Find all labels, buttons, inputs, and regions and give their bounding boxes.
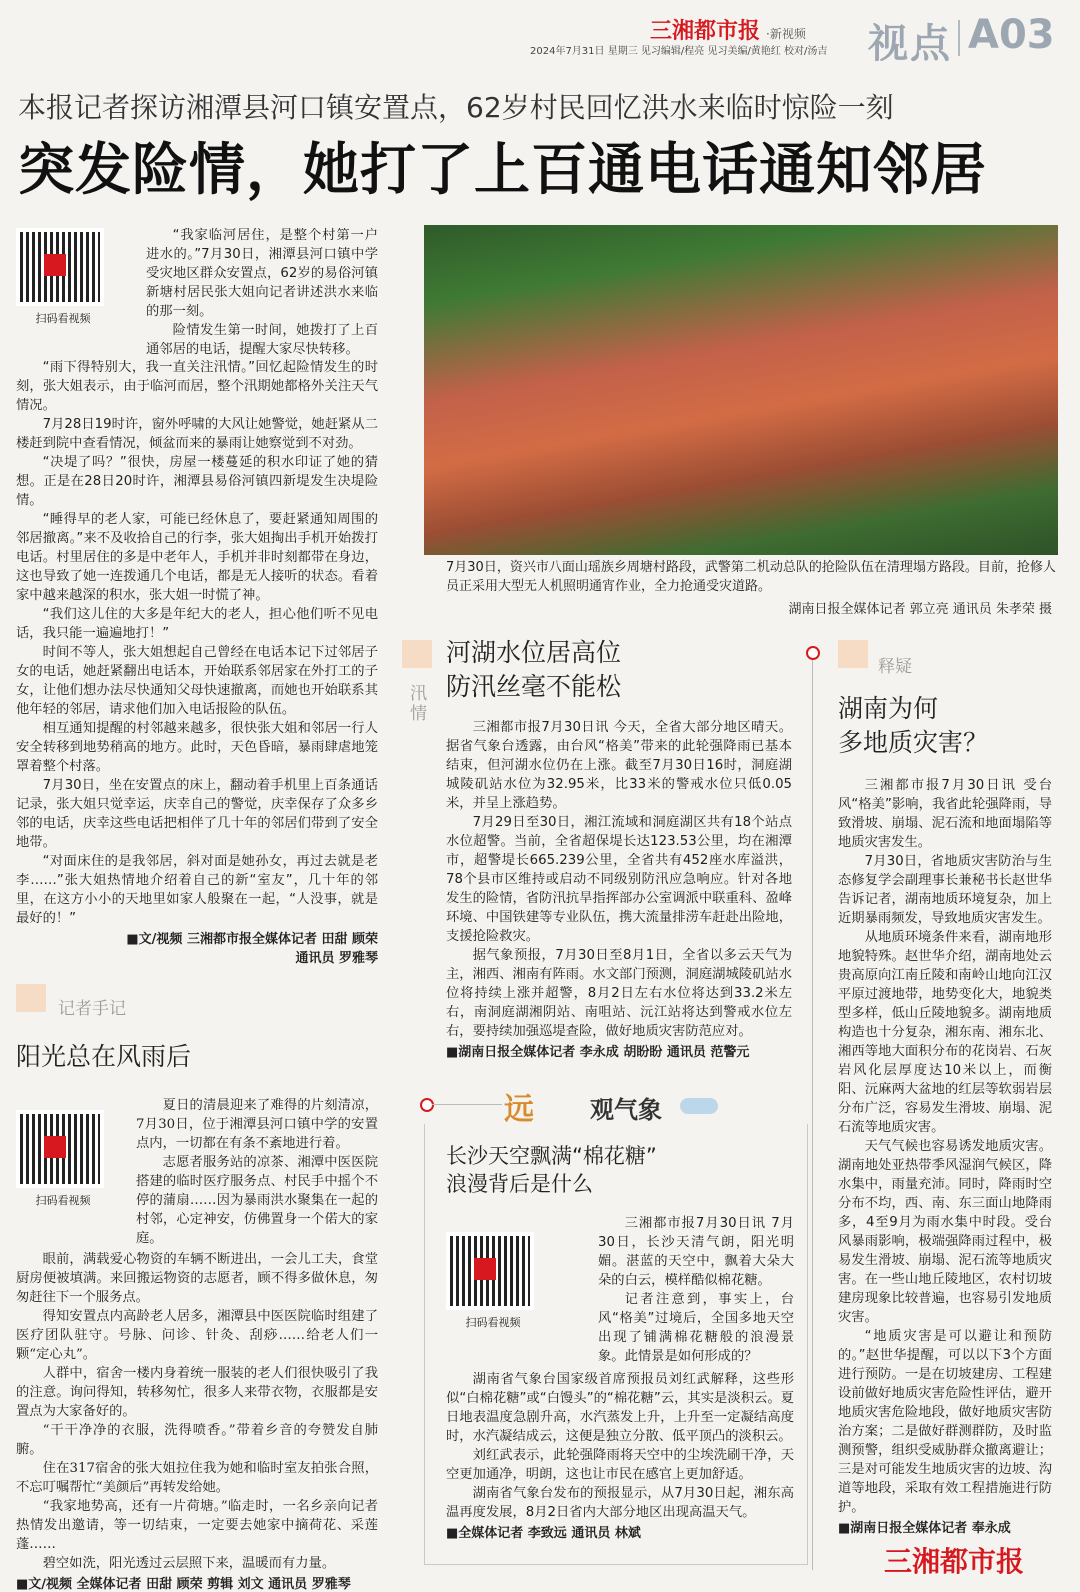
qr-code-icon[interactable] [16,228,104,306]
headline-sub: 本报记者探访湘潭县河口镇安置点，62岁村民回忆洪水来临时惊险一刻 [18,91,894,124]
weather-logo-a: 远 [504,1092,534,1127]
explain-tag-shape [838,640,868,668]
main-p10: 7月30日，坐在安置点的床上，翻动着手机里上百条通话记录，张大姐只觉幸运，庆幸自己的警觉，庆幸保存了众多乡邻的电话，庆幸这些电话把相伴了几十年的邻居们带到了安全地带。 [16,778,378,850]
section-title: 视点 [868,21,952,67]
explain-body [838,776,1052,1536]
flood-credit: ■湖南日报全媒体记者 李永成 胡盼盼 通讯员 范警元 [446,1045,750,1060]
masthead-logo: 三湘都市报 [650,19,761,44]
explain-title-1: 湖南为何 [838,694,939,723]
notes-p3: 眼前，满载爱心物资的车辆不断进出，一会儿工夫，食堂厨房便被填满。来回搬运物资的志愿者，顾不得多做休息，匆匆赶往下一个服务点。 [16,1252,378,1305]
notes-p2: 志愿者服务站的凉茶、湘潭中医医院搭建的临时医疗服务点、村民手中摇个不停的蒲扇……因为暴雨洪水聚集在一起的村邻，心定神安，仿佛置身一个偌大的家庭。 [136,1155,378,1246]
flood-tag-shape [402,640,432,668]
main-credit: ■文/视频 三湘都市报全媒体记者 田甜 顾荣 [126,932,378,947]
main-p4: 7月28日19时许，窗外呼啸的大风让她警觉，她赶紧从二楼赶到院中查看情况，倾盆而来的暴雨让她察觉到不对劲。 [16,417,378,451]
photo-credit: 湖南日报全媒体记者 郭立亮 通讯员 朱孝荣 摄 [788,602,1052,617]
qr-code-icon[interactable] [446,1232,534,1310]
main-credit-2: 通讯员 罗雅琴 [295,951,378,966]
main-p6: “睡得早的老人家，可能已经休息了，要赶紧通知周围的邻居撤离。”来不及收拾自己的行李，张大姐掏出手机开始拨打电话。村里居住的多是中老年人，手机并非时刻都带在身边，这也导致了她一连拨通几个电话，都是无人接听的状态。看着家中越来越深的积水，张大姐一时慌了神。 [16,512,378,603]
explain-label: 释疑 [878,657,912,677]
cloud-icon [680,1098,718,1114]
notes-p8: “我家地势高，还有一片荷塘。”临走时，一名乡亲向记者热情发出邀请，等一切结束，一定要去她家中摘荷花、采莲蓬…… [16,1499,378,1552]
notes-credit: ■文/视频 全媒体记者 田甜 顾荣 剪辑 刘文 通讯员 罗雅琴 [16,1577,351,1592]
qr-block-main[interactable] [16,228,110,326]
main-p9: 相互通知提醒的村邻越来越多，很快张大姐和邻居一行人安全转移到地势稍高的地方。此时，天色昏暗，暴雨肆虐地笼罩着整个村落。 [16,721,378,774]
flood-label: 汛情 [410,684,427,724]
masthead-sub: ·新视频 [766,27,806,41]
divider-dot-icon [806,646,820,660]
qr-label: 扫码看视频 [35,312,91,325]
weather-top [598,1214,794,1366]
weather-p1: 三湘都市报7月30日讯 7月30日，长沙天清气朗，阳光明媚。湛蓝的天空中，飘着大朵大朵的白云，模样酷似棉花糖。 [598,1216,794,1288]
weather-rule [432,1104,502,1105]
flood-p2: 7月29日至30日，湘江流域和洞庭湖区共有18个站点水位超警。当前，全省超保堤长达123.53公里，均在湘潭市，超警堤长665.239公里，全省共有452座水库溢洪，78个县市区维持或启动不同级别防汛应急响应。针对各地发生的险情，省防汛抗旱指挥部办公室调派中联重科、盈峰环境、中国铁建等专业队伍，携大流量排涝车赶赴出险地，支援抢险救灾。 [446,815,792,944]
weather-p5: 湖南省气象台发布的预报显示，从7月30日起，湘东高温再度发展，8月2日省内大部分地区出现高温天气。 [446,1486,794,1520]
weather-credit: ■全媒体记者 李致远 通讯员 林斌 [446,1526,641,1541]
notes-p5: 人群中，宿舍一楼内身着统一服装的老人们很快吸引了我的注意。询问得知，转移匆忙，很多人来带衣物，衣服都是安置点为大家备好的。 [16,1366,378,1419]
column-divider [812,650,813,1570]
weather-body [446,1370,794,1541]
qr-code-icon[interactable] [16,1110,104,1188]
footer-logo: 三湘都市报 [884,1545,1025,1578]
weather-title-1: 长沙天空飘满“棉花糖” [446,1144,657,1168]
notes-label: 记者手记 [58,999,126,1019]
qr-label: 扫码看视频 [465,1316,521,1329]
explain-p2: 7月30日，省地质灾害防治与生态修复学会副理事长兼秘书长赵世华告诉记者，湖南地质环境复杂，加上近期暴雨频发，导致地质灾害发生。 [838,854,1052,926]
flood-p1: 三湘都市报7月30日讯 今天，全省大部分地区晴天。据省气象台透露，由台风“格美”带来的此轮强降雨已基本结束，但河湖水位仍在上涨。截至7月30日16时，洞庭湖城陵矶站水位为32.95米，比33米的警戒水位只低0.05米，并呈上涨趋势。 [446,720,792,811]
notes-p1: 夏日的清晨迎来了难得的片刻清凉，7月30日，位于湘潭县河口镇中学的安置点内，一切都在有条不紊地进行着。 [136,1098,378,1151]
weather-p3: 湖南省气象台国家级首席预报员刘红武解释，这些形似“白棉花糖”或“白馒头”的“棉花糖”云，其实是淡积云。夏日地表温度急剧升高，水汽蒸发上升，上升至一定凝结高度时，水汽凝结成云，这便是独立分散、低平顶凸的淡积云。 [446,1372,794,1444]
main-story-body [16,358,378,966]
main-p8: 时间不等人，张大姐想起自己曾经在电话本记下过邻居子女的电话，她赶紧翻出电话本，开始联系邻居家在外打工的子女，让他们想办法尽快通知父母快速撤离，而她也开始联系其他年轻的邻居，请求他们加入电话报险的队伍。 [16,645,378,717]
weather-title-2: 浪漫背后是什么 [446,1172,593,1196]
flood-title-1: 河湖水位居高位 [446,638,622,667]
main-story-top [146,226,378,359]
explain-p5: “地质灾害是可以避让和预防的。”赵世华提醒，可以以下3个方面进行预防。一是在切坡建房、工程建设前做好地质灾害危险性评估，避开地质灾害危险地段，做好地质灾害防治方案；二是做好群测群防，及时监测预警，组织受威胁群众撤离避让；三是对可能发生地质灾害的边坡、沟道等地段，采取有效工程措施进行防护。 [838,1329,1052,1515]
photo-caption: 7月30日，资兴市八面山瑶族乡周塘村路段，武警第二机动总队的抢险队伍在清理塌方路段。目前，抢修人员正采用大型无人机照明通宵作业，全力抢通受灾道路。 [446,560,1056,594]
weather-p4: 刘红武表示，此轮强降雨将天空中的尘埃洗刷干净，天空更加通净，明朗，这也让市民在感官上更加舒适。 [446,1448,794,1482]
issue-meta: 2024年7月31日 星期三 见习编辑/程亮 见习美编/黄艳红 校对/汤吉 [530,46,828,57]
flood-title-2: 防汛丝毫不能松 [446,672,622,701]
explain-p4: 天气气候也容易诱发地质灾害。湖南地处亚热带季风湿润气候区，降水集中，雨量充沛。同时，降雨时空分布不均，西、南、东三面山地降雨多，4至9月为雨水集中时段。受台风暴雨影响，极端强降雨过程中，极易发生滑坡、崩塌、泥石流等地质灾害。在一些山地丘陵地区，农村切坡建房现象比较普遍，也容易引发地质灾害。 [838,1139,1052,1325]
main-p7: “我们这儿住的大多是年纪大的老人，担心他们听不见电话，我只能一遍遍地打！” [16,607,378,641]
explain-p1: 三湘都市报7月30日讯 受台风“格美”影响，我省此轮强降雨，导致滑坡、崩塌、泥石流和地面塌陷等地质灾害发生。 [838,778,1052,850]
notes-body [16,1250,378,1592]
qr-label: 扫码看视频 [35,1194,91,1207]
page-number: A03 [968,12,1055,58]
weather-logo-b: 观气象 [590,1096,662,1124]
flood-p3: 据气象预报，7月30日至8月1日，全省以多云天气为主，湘西、湘南有阵雨。水文部门预测，洞庭湖城陵矶站水位将持续上涨并超警，8月2日左右水位将达到33.2米左右，南洞庭湖湘阴站、南咀站、沅江站将达到警戒水位左右，要持续加强巡堤查险，做好地质灾害防范应对。 [446,948,792,1039]
explain-title-2: 多地质灾害？ [838,728,989,757]
landslide-photo [424,225,1058,555]
weather-dot-icon [420,1098,434,1112]
qr-block-weather[interactable] [446,1232,540,1330]
flood-body [446,718,792,1060]
masthead [650,14,870,44]
main-p2: 险情发生第一时间，她拨打了上百通邻居的电话，提醒大家尽快转移。 [146,323,378,357]
explain-credit: ■湖南日报全媒体记者 奉永成 [838,1521,1011,1536]
weather-p2: 记者注意到，事实上，台风“格美”过境后，全国多地天空出现了铺满棉花糖般的浪漫景象。此情景是如何形成的？ [598,1292,794,1364]
notes-tag-shape [16,984,46,1012]
section-divider [958,20,960,56]
notes-top [136,1096,378,1248]
headline-main: 突发险情，她打了上百通电话通知邻居 [18,138,987,203]
notes-p6: “干干净净的衣服，洗得喷香。”带着乡音的夸赞发自肺腑。 [16,1423,378,1457]
notes-title: 阳光总在风雨后 [16,1042,192,1071]
qr-block-notes[interactable] [16,1110,110,1208]
main-p11: “对面床住的是我邻居，斜对面是她孙女，再过去就是老李……”张大姐热情地介绍着自己的新“室友”，几十年的邻里，在这方小小的天地里如家人般聚在一起，“人没事，就是最好的！” [16,854,378,926]
notes-p9: 碧空如洗，阳光透过云层照下来，温暖而有力量。 [42,1556,336,1571]
notes-p7: 住在317宿舍的张大姐拉住我为她和临时室友拍张合照，不忘叮嘱帮忙“美颜后”再转发给她。 [16,1461,378,1495]
main-p3: “雨下得特别大，我一直关注汛情。”回忆起险情发生的时刻，张大姐表示，由于临河而居，整个汛期她都格外关注天气情况。 [16,360,378,413]
notes-p4: 得知安置点内高龄老人居多，湘潭县中医医院临时组建了医疗团队驻守。号脉、问诊、针灸、刮痧……给老人们一颗“定心丸”。 [16,1309,378,1362]
main-p5: “决堤了吗？”很快，房屋一楼蔓延的积水印证了她的猜想。正是在28日20时许，湘潭县易俗河镇四新堤发生决堤险情。 [16,455,378,508]
main-p1: “我家临河居住，是整个村第一户进水的。”7月30日，湘潭县河口镇中学受灾地区群众安置点，62岁的易俗河镇新塘村居民张大姐向记者讲述洪水来临的那一刻。 [146,228,378,319]
explain-p3: 从地质环境条件来看，湖南地形地貌特殊。赵世华介绍，湖南地处云贵高原向江南丘陵和南岭山地向江汉平原过渡地带，地势变化大，地貌类型多样，低山丘陵地貌多。湖南地质构造也十分复杂，湘东南、湘东北、湘西等地大面积分布的花岗岩、石灰岩风化层厚度达10米以上，而衡阳、沅麻两大盆地的红层等软弱岩层分布广泛，容易发生滑坡、崩塌、泥石流等地质灾害。 [838,930,1052,1135]
